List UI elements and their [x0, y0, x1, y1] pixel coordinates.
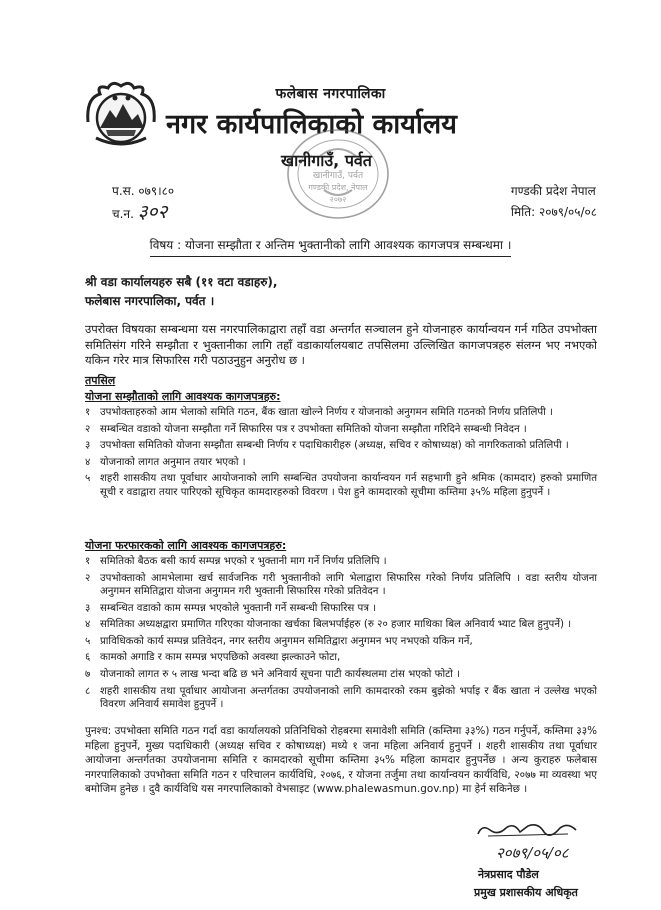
item-number: ४ [85, 619, 91, 631]
letter-date: २०७९/०५/०८ [538, 205, 597, 219]
dispatch-number: ३०२ [137, 201, 168, 223]
dispatch-line [112, 202, 174, 225]
postscript-note: पुनश्च: उपभोक्ता समिति गठन गर्दा वडा कार्यालयको प्रतिनिधिको रोहबरमा समावेशी समिति (कम्तिमा ३३%) गठन गर्नुपर्ने, कम्तिमा ३३% महिला हुनुपर्ने, मुख्य पदाधिकारी (अध्यक्ष सचिव र कोषाध्यक्ष) मध्ये १ जना महिला अनिवार्य हुनुपर्ने । शहरी शासकीय तथा पूर्वाधार आयोजना अन्तर्गतका उपयोजनामा समिति र कामदारको सूचीमा कम्तिमा ३५% महिला कामदार हुनुपर्नेछ । अन्य कुराहरु फलेबास नगरपालिकाको उपभोक्ता समिति गठन र परिचालन कार्यविधि, २०७६, र योजना तर्जुमा तथा कार्यान्वयन कार्यविधि, २०७७ मा व्यवस्था भए बमोजिम हुनेछ । दुवै कार्यविधि यस नगरपालिकाको वेभसाइट (www.phalewasmun.gov.np) मा हेर्न सकिनेछ । [85, 725, 597, 796]
office-seal [284, 126, 392, 222]
item-number: ८ [85, 685, 91, 697]
item-number: ४ [85, 456, 91, 468]
item-number: ६ [85, 652, 91, 664]
item-text: शहरी शासकीय तथा पूर्वाधार आयोजनाको लागि सम्बन्धित उपयोजना कार्यान्वयन गर्न सहभागी हुने श्रमिक (कामदार) हरुको प्रमाणित सूची र वडाद्वारा तयार पारिएको सूचिकृत कामदारहरुको विवरण । पेश हुने कामदारको सूचीमा कम्तिमा ३५% महिला हुनुपर्ने । [100, 473, 597, 498]
svg-text:२०७२: २०७२ [329, 195, 347, 204]
subject-text: विषय : योजना सम्झौता र अन्तिम भुक्तानीको लागि आवश्यक कागजपत्र सम्बन्धमा । [150, 236, 512, 257]
province-date-block [511, 181, 597, 223]
agreement-section-title: योजना सम्झौताको लागि आवश्यक कागजपत्रहरु: [85, 390, 281, 403]
list-item [85, 572, 597, 599]
item-text: शहरी शासकीय तथा पूर्वाधार आयोजना अन्तर्गतका उपयोजनाको लागि कामदारको रकम बुझेको भर्पाइ र बैंक खाता नं उल्लेख भएको विवरण अनिवार्य समावेश हुनुपर्ने । [100, 685, 597, 710]
item-text: सम्बन्धित वडाको योजना सम्झौता गर्ने सिफारिस पत्र र उपभोक्ता समितिको योजना सम्झौता गरिदिने सम्बन्धी निवेदन । [100, 423, 527, 435]
item-text: योजनाको लागत अनुमान तयार भएको । [100, 456, 246, 468]
tapsil-heading: तपसिल [85, 374, 116, 387]
item-text: सम्बन्धित वडाको काम सम्पन्न भएकोले भुक्तानी गर्ने सम्बन्धी सिफारिस पत्र । [100, 602, 377, 614]
item-number: ३ [85, 440, 91, 452]
dispatch-label: च.न. [112, 207, 134, 221]
clearance-list [85, 555, 597, 715]
addressee-line-2: फलेबास नगरपालिका, पर्वत । [85, 294, 215, 308]
date-label: मिति: [510, 205, 536, 219]
addressee-block [85, 273, 277, 311]
item-number: २ [85, 423, 91, 435]
list-item [85, 423, 597, 436]
list-item [85, 555, 597, 568]
item-text: उपभोक्ता समितिको योजना सम्झौता सम्बन्धी निर्णय र पदाधिकारीहरु (अध्यक्ष, सचिव र कोषाध्यक्ष) को नागरिकताको प्रतिलिपी । [100, 440, 569, 452]
item-number: ५ [85, 473, 91, 485]
list-item [85, 602, 597, 615]
item-number: ७ [85, 668, 91, 680]
item-text: प्राविधिकको कार्य सम्पन्न प्रतिवेदन, नगर स्तरीय अनुगमन समितिद्वारा अनुगमन भए नभएको यकिन गर्ने, [100, 635, 473, 647]
subject-line [0, 234, 661, 257]
addressee-line-1: श्री वडा कार्यालयहरु सबै (११ वटा वडाहरु), [85, 275, 278, 289]
item-number: १ [85, 407, 91, 418]
list-item [85, 651, 597, 664]
office-title: नगर कार्यपालिकाको कार्यालय [166, 109, 457, 140]
handwritten-signature [468, 820, 598, 864]
date-line [511, 202, 597, 223]
item-number: ५ [85, 635, 91, 647]
svg-text:२०७९/०५/०८: २०७९/०५/०८ [496, 844, 569, 862]
list-item [85, 685, 597, 712]
fiscal-year: प.स. ०७९।८० [112, 184, 175, 198]
agreement-list [85, 406, 597, 502]
svg-text:गण्डकी प्रदेश, नेपाल: गण्डकी प्रदेश, नेपाल [308, 183, 368, 192]
item-number: ३ [85, 602, 91, 614]
item-text: योजनाको लागत रु ५ लाख भन्दा बढि छ भने अनिवार्य सूचना पाटी कार्यस्थलमा टांस भएको फोटो । [100, 668, 460, 680]
list-item [85, 618, 597, 631]
item-text: उपभोक्ताको आमभेलामा खर्च सार्वजनिक गरी भुक्तानीको लागि भेलाद्वारा सिफारिस गरेको निर्णय प्रतिलिपि । वडा स्तरीय योजना अनुगमन समितिद्वारा योजना अनुगमन गरी भुक्तानी सिफारिस गरेको प्रतिवेदन । [100, 572, 597, 597]
list-item [85, 635, 597, 648]
item-text: समितिका अध्यक्षद्वारा प्रमाणित गरिएका योजनाका खर्चका बिलभर्पाईहरु (रु २० हजार माथिका बिल अनिवार्य भ्याट बिल हुनुपर्ने) । [100, 619, 572, 631]
item-number: २ [85, 572, 91, 584]
province-name: गण्डकी प्रदेश नेपाल [510, 184, 596, 198]
reference-block [112, 181, 174, 225]
list-item [85, 406, 597, 419]
clearance-section-title: योजना फरफारकको लागि आवश्यक कागजपत्रहरु: [85, 539, 287, 552]
office-address: खानीगाउँ, पर्वत [281, 151, 372, 170]
body-paragraph: उपरोक्त विषयका सम्बन्धमा यस नगरपालिकाद्वारा तहाँ वडा अन्तर्गत सञ्चालन हुने योजनाहरु कार्यान्वयन गर्न गठित उपभोक्ता समितिसंग गरिने सम्झौता र भुक्तानीका लागि तहाँ वडाकार्यालयबाट तपसिलमा उल्लिखित कागजपत्रहरु संलग्न भए नभएको यकिन गरेर मात्र सिफारिस गरी पठाउनुहुन अनुरोध छ । [85, 322, 597, 368]
svg-text:खानीगाउँ, पर्वत: खानीगाउँ, पर्वत [312, 171, 364, 181]
list-item [85, 668, 597, 681]
signatory-name: नेत्रप्रसाद पौडेल [478, 868, 539, 881]
municipality-name: फलेबास नगरपालिका [275, 86, 386, 102]
item-text: उपभोक्ताहरुको आम भेलाको समिति गठन, बैंक खाता खोल्ने निर्णय र योजनाको अनुगमन समिति गठनको निर्णय प्रतिलिपी । [100, 407, 553, 418]
list-item [85, 472, 597, 499]
item-text: समितिको बैठक बसी कार्य सम्पन्न भएको र भुक्तानी माग गर्ने निर्णय प्रतिलिपि । [100, 556, 387, 567]
item-text: कामको अगाडि र काम सम्पन्न भएपछिको अवस्था झल्काउने फोटा, [100, 652, 341, 664]
item-number: १ [85, 556, 91, 567]
list-item [85, 439, 597, 452]
list-item [85, 456, 597, 469]
signatory-title: प्रमुख प्रशासकीय अधिकृत [474, 886, 578, 899]
